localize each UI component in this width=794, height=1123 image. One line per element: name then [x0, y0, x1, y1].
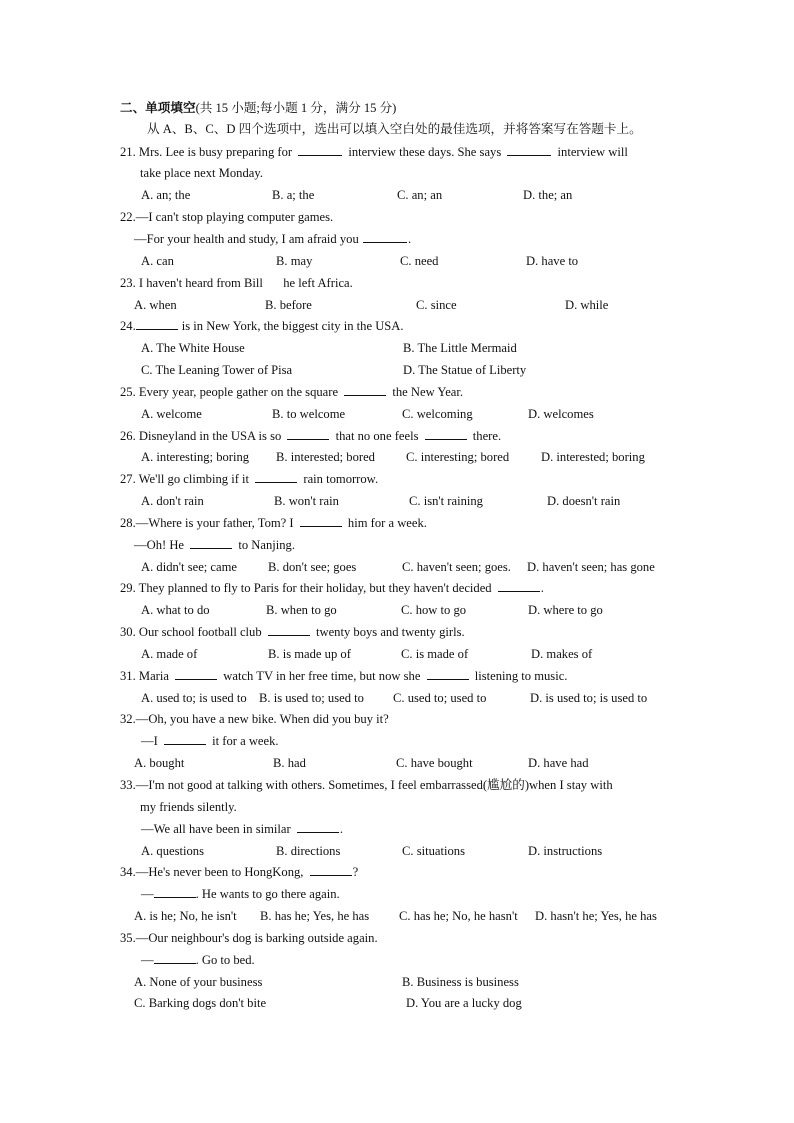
- q24-option-d: D. The Statue of Liberty: [403, 363, 527, 377]
- question-27: [120, 471, 378, 487]
- q22-option-b: B. may: [276, 254, 313, 268]
- question-33: 33.—I'm not good at talking with others. Sometimes, I feel embarrassed(尴尬的)when I stay with: [120, 778, 613, 792]
- q33-option-c: C. situations: [402, 844, 465, 858]
- q32-option-d: D. have had: [528, 756, 589, 770]
- q23-option-b: B. before: [265, 298, 312, 312]
- answer-blank: [498, 580, 540, 592]
- q34-text-b: ?: [352, 865, 359, 879]
- q27-option-c: C. isn't raining: [409, 494, 483, 508]
- q21-text-c: interview will: [557, 145, 628, 159]
- q35-option-b: B. Business is business: [402, 975, 519, 989]
- q33-text-a: —We all have been in similar: [141, 822, 291, 836]
- q27-text-b: rain tomorrow.: [303, 472, 379, 486]
- q28-text-b: him for a week.: [347, 516, 427, 530]
- q27-option-d: D. doesn't rain: [547, 494, 621, 508]
- question-28: [120, 515, 427, 531]
- q24-text-a: 24.: [120, 319, 136, 333]
- q28-text-a: 28.—Where is your father, Tom? I: [120, 516, 294, 530]
- q35-line2: [141, 952, 255, 968]
- q21-text-b: interview these days. She says: [348, 145, 502, 159]
- answer-blank: [255, 471, 297, 483]
- question-29: [120, 580, 544, 596]
- q33-text-b: .: [339, 822, 344, 836]
- question-24: [120, 318, 404, 334]
- section-title: [120, 100, 396, 116]
- q35-text-a: —: [141, 953, 154, 967]
- answer-blank: [344, 384, 386, 396]
- question-21: [120, 144, 628, 160]
- q28-text-d: to Nanjing.: [238, 538, 295, 552]
- q32-line2: [141, 733, 279, 749]
- q26-text-b: that no one feels: [335, 429, 419, 443]
- q32-text-b: it for a week.: [212, 734, 279, 748]
- q26-text-a: 26. Disneyland in the USA is so: [120, 429, 282, 443]
- q34-line2: [141, 886, 340, 902]
- q33-option-a: A. questions: [141, 844, 204, 858]
- q28-option-b: B. don't see; goes: [268, 560, 357, 574]
- question-35: 35.—Our neighbour's dog is barking outside again.: [120, 931, 378, 945]
- q23-option-d: D. while: [565, 298, 609, 312]
- q32-option-a: A. bought: [134, 756, 185, 770]
- q26-option-b: B. interested; bored: [276, 450, 375, 464]
- q27-option-a: A. don't rain: [141, 494, 204, 508]
- q22-option-d: D. have to: [526, 254, 579, 268]
- answer-blank: [154, 952, 196, 964]
- answer-blank: [310, 864, 352, 876]
- question-31: [120, 668, 567, 684]
- q31-option-d: D. is used to; is used to: [530, 691, 648, 705]
- question-25: [120, 384, 463, 400]
- q30-option-d: D. makes of: [531, 647, 593, 661]
- answer-blank: [427, 668, 469, 680]
- q29-text-b: .: [540, 581, 544, 595]
- q27-text-a: 27. We'll go climbing if it: [120, 472, 250, 486]
- q25-text-a: 25. Every year, people gather on the square: [120, 385, 339, 399]
- answer-blank: [507, 144, 551, 156]
- q28-option-d: D. haven't seen; has gone: [527, 560, 655, 574]
- q21-option-d: D. the; an: [523, 188, 573, 202]
- question-34: [120, 864, 358, 880]
- question-30: [120, 624, 465, 640]
- q27-option-b: B. won't rain: [274, 494, 339, 508]
- q31-option-a: A. used to; is used to: [141, 691, 247, 705]
- q26-option-a: A. interesting; boring: [141, 450, 250, 464]
- q28-option-a: A. didn't see; came: [141, 560, 237, 574]
- q22-text-b: .: [407, 232, 412, 246]
- q35-text-b: . Go to bed.: [195, 953, 255, 967]
- q22-text-a: —For your health and study, I am afraid you: [134, 232, 359, 246]
- answer-blank: [363, 231, 407, 243]
- q28-option-c: C. haven't seen; goes.: [402, 560, 511, 574]
- q25-option-c: C. welcoming: [402, 407, 473, 421]
- q25-text-b: the New Year.: [392, 385, 464, 399]
- q26-option-d: D. interested; boring: [541, 450, 645, 464]
- q25-option-d: D. welcomes: [528, 407, 594, 421]
- q26-option-c: C. interesting; bored: [406, 450, 510, 464]
- q30-option-a: A. made of: [141, 647, 198, 661]
- q24-option-a: A. The White House: [141, 341, 245, 355]
- q23-text-b: he left Africa.: [283, 276, 353, 290]
- q21-option-a: A. an; the: [141, 188, 191, 202]
- q31-text-b: watch TV in her free time, but now she: [223, 669, 421, 683]
- q35-option-a: A. None of your business: [134, 975, 263, 989]
- q26-text-c: there.: [472, 429, 502, 443]
- section-instruction: 从 A、B、C、D 四个选项中，选出可以填入空白处的最佳选项，并将答案写在答题卡上。: [147, 122, 642, 136]
- q31-text-c: listening to music.: [474, 669, 568, 683]
- q31-option-c: C. used to; used to: [393, 691, 487, 705]
- q28-text-c: —Oh! He: [134, 538, 185, 552]
- q32-option-c: C. have bought: [396, 756, 473, 770]
- section-title-bold: 二、单项填空: [120, 101, 196, 115]
- answer-blank: [297, 821, 339, 833]
- q21-option-b: B. a; the: [272, 188, 315, 202]
- q34-option-d: D. hasn't he; Yes, he has: [535, 909, 657, 923]
- answer-blank: [298, 144, 342, 156]
- q24-option-c: C. The Leaning Tower of Pisa: [141, 363, 293, 377]
- q29-option-a: A. what to do: [141, 603, 210, 617]
- q29-option-b: B. when to go: [266, 603, 337, 617]
- q30-option-b: B. is made up of: [268, 647, 351, 661]
- question-22: 22.—I can't stop playing computer games.: [120, 210, 334, 224]
- q25-option-b: B. to welcome: [272, 407, 346, 421]
- q33-option-b: B. directions: [276, 844, 341, 858]
- q31-option-b: B. is used to; used to: [259, 691, 364, 705]
- q23-option-c: C. since: [416, 298, 457, 312]
- q25-option-a: A. welcome: [141, 407, 202, 421]
- q28-line2: [134, 537, 295, 553]
- q33-option-d: D. instructions: [528, 844, 603, 858]
- answer-blank: [190, 537, 232, 549]
- q32-option-b: B. had: [273, 756, 306, 770]
- q31-text-a: 31. Maria: [120, 669, 169, 683]
- q21-text-a: 21. Mrs. Lee is busy preparing for: [120, 145, 293, 159]
- q33-line2: my friends silently.: [140, 800, 237, 814]
- q24-text-b: is in New York, the biggest city in the USA.: [181, 319, 404, 333]
- answer-blank: [154, 886, 196, 898]
- q34-text-c: —: [141, 887, 154, 901]
- q34-option-a: A. is he; No, he isn't: [134, 909, 237, 923]
- answer-blank: [175, 668, 217, 680]
- q34-text-a: 34.—He's never been to HongKong,: [120, 865, 304, 879]
- answer-blank: [268, 624, 310, 636]
- answer-blank: [136, 318, 178, 330]
- q34-option-c: C. has he; No, he hasn't: [399, 909, 518, 923]
- q23-text-a: 23. I haven't heard from Bill: [120, 276, 263, 290]
- q33-line3: [141, 821, 343, 837]
- q22-option-c: C. need: [400, 254, 439, 268]
- q29-text-a: 29. They planned to fly to Paris for their holiday, but they haven't decided: [120, 581, 492, 595]
- question-23: [120, 275, 353, 291]
- question-26: [120, 428, 501, 444]
- q22-line2: [134, 231, 411, 247]
- q22-option-a: A. can: [141, 254, 174, 268]
- q21-option-c: C. an; an: [397, 188, 443, 202]
- q35-option-d: D. You are a lucky dog: [406, 996, 522, 1010]
- answer-blank: [425, 428, 467, 440]
- q30-text-a: 30. Our school football club: [120, 625, 262, 639]
- answer-blank: [300, 515, 342, 527]
- q21-line2: take place next Monday.: [140, 166, 263, 180]
- q32-text-a: —I: [141, 734, 158, 748]
- answer-blank: [164, 733, 206, 745]
- section-title-rest: (共 15 小题;每小题 1 分，满分 15 分): [195, 101, 397, 115]
- q35-option-c: C. Barking dogs don't bite: [134, 996, 267, 1010]
- q23-option-a: A. when: [134, 298, 177, 312]
- question-32: 32.—Oh, you have a new bike. When did you buy it?: [120, 712, 389, 726]
- q30-option-c: C. is made of: [401, 647, 469, 661]
- q34-option-b: B. has he; Yes, he has: [260, 909, 370, 923]
- q29-option-c: C. how to go: [401, 603, 467, 617]
- q29-option-d: D. where to go: [528, 603, 603, 617]
- q24-option-b: B. The Little Mermaid: [403, 341, 517, 355]
- q34-text-d: . He wants to go there again.: [195, 887, 340, 901]
- q30-text-b: twenty boys and twenty girls.: [315, 625, 465, 639]
- answer-blank: [287, 428, 329, 440]
